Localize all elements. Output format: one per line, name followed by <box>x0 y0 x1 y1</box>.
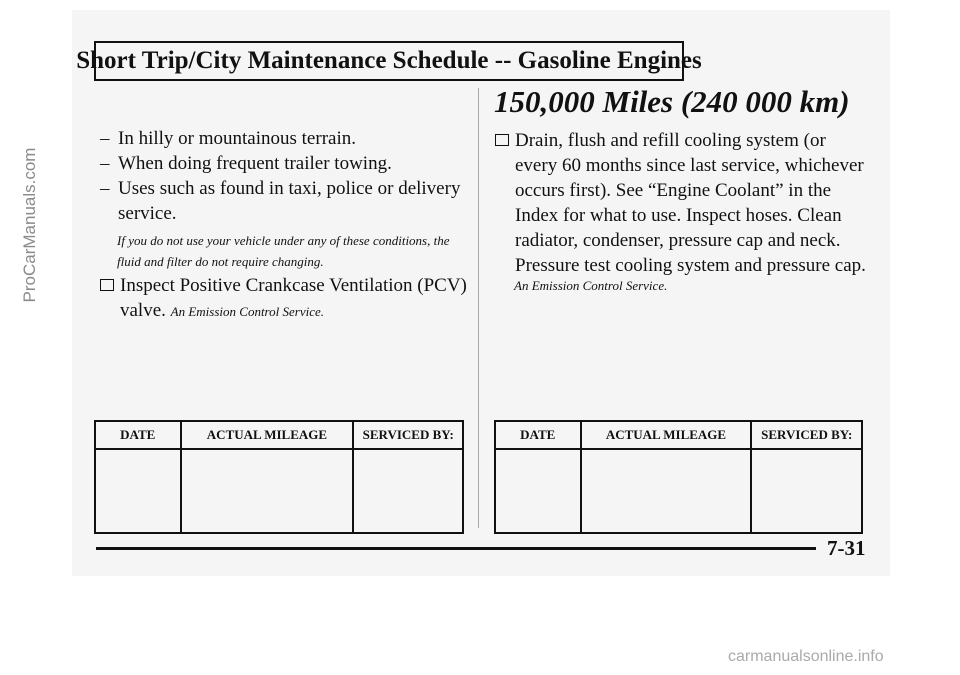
date-cell[interactable] <box>495 449 581 533</box>
checkbox-icon[interactable] <box>495 134 509 146</box>
date-header: DATE <box>495 421 581 449</box>
serviced-by-cell[interactable] <box>751 449 862 533</box>
schedule-title-text: Short Trip/City Maintenance Schedule -- Gasoline Engines <box>76 47 702 74</box>
table-row <box>95 449 463 533</box>
date-cell[interactable] <box>95 449 181 533</box>
mileage-cell[interactable] <box>181 449 354 533</box>
list-item: – In hilly or mountainous terrain. <box>100 128 356 149</box>
service-log-table-right <box>494 420 863 534</box>
cooling-task-text: Drain, flush and refill cooling system (or every 60 months since last service, whichever occurs first). See “Engine Coolant” in the Index for what to use. Inspect hoses. Clean radiator, condenser, pressure cap and neck. Pressure test cooling system and pressure cap. <box>515 130 866 276</box>
pcv-task <box>100 273 470 324</box>
side-watermark: ProCarManuals.com <box>20 147 39 303</box>
footer-rule <box>96 547 816 550</box>
mileage-header: ACTUAL MILEAGE <box>581 421 752 449</box>
service-log-table-left <box>94 420 464 534</box>
mileage-header: ACTUAL MILEAGE <box>181 421 354 449</box>
column-divider <box>478 88 479 528</box>
table-header-row <box>495 421 862 449</box>
schedule-title <box>76 41 702 81</box>
list-item: – When doing frequent trailer towing. <box>100 153 392 174</box>
section-heading: 150,000 Miles (240 000 km) <box>494 84 850 119</box>
dash-icon: – <box>100 153 110 174</box>
serviced-by-header: SERVICED BY: <box>751 421 862 449</box>
mileage-cell[interactable] <box>581 449 752 533</box>
checkbox-icon[interactable] <box>100 279 114 291</box>
table-row <box>495 449 862 533</box>
cooling-task <box>495 128 870 278</box>
list-item: – Uses such as found in taxi, police or delivery service. <box>100 178 461 224</box>
pcv-task-text: Inspect Positive Crankcase Ventilation (PCV) valve. <box>120 275 467 321</box>
dash-icon: – <box>100 178 110 199</box>
page-number: 7-31 <box>827 536 866 560</box>
serviced-by-header: SERVICED BY: <box>353 421 463 449</box>
dash-icon: – <box>100 128 110 149</box>
condition-list <box>100 126 470 226</box>
table-header-row <box>95 421 463 449</box>
emission-control-label: An Emission Control Service. <box>514 278 668 293</box>
emission-control-label: An Emission Control Service. <box>170 304 324 319</box>
serviced-by-cell[interactable] <box>353 449 463 533</box>
conditions-note: If you do not use your vehicle under any of these conditions, the fluid and filter do not require changing. <box>117 233 450 269</box>
footer-watermark: carmanualsonline.info <box>728 648 884 665</box>
date-header: DATE <box>95 421 181 449</box>
